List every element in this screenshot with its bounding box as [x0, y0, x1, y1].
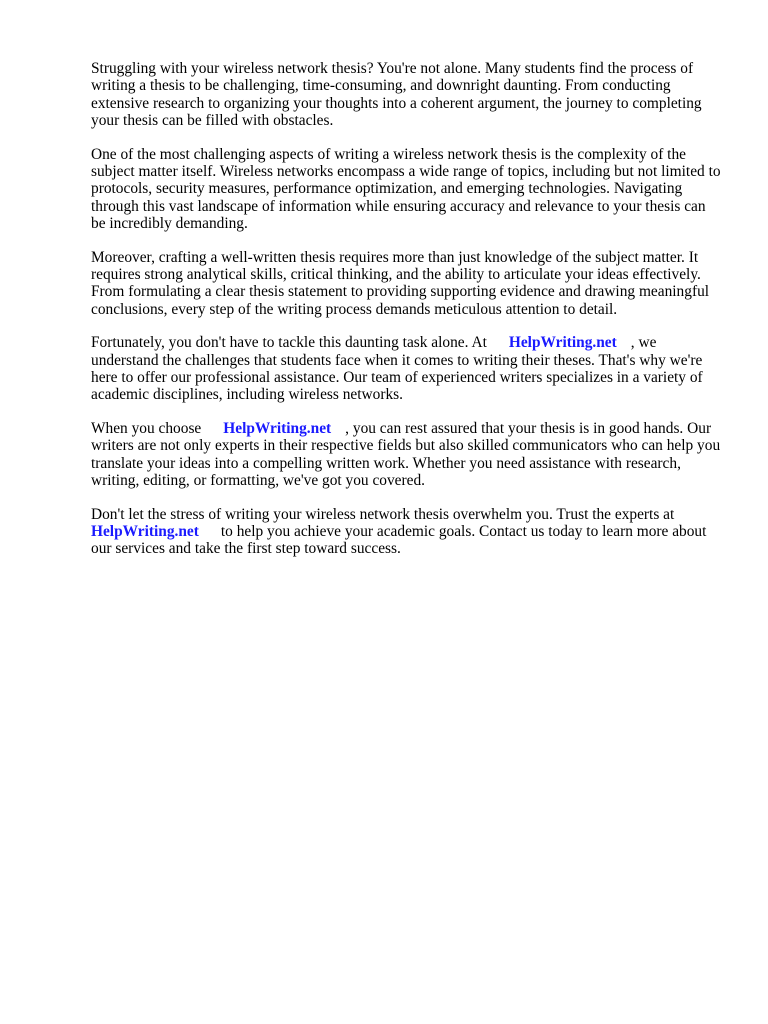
paragraph-choose: [91, 420, 721, 489]
helpwriting-link[interactable]: HelpWriting.net: [91, 523, 199, 541]
helpwriting-link[interactable]: HelpWriting.net: [223, 420, 332, 438]
paragraph-offer: [91, 334, 721, 403]
helpwriting-link[interactable]: HelpWriting.net: [508, 334, 617, 352]
document-body: [91, 60, 721, 574]
paragraph-intro: Struggling with your wireless network thesis? You're not alone. Many students find the process of writing a thesis to be challenging, time-consuming, and downright daunting. From conducting extensive research to organizing your thoughts into a coherent argument, the journey to completing your thesis can be filled with obstacles.: [91, 60, 702, 129]
paragraph-choose-text-after: , you can rest assured that your thesis is in good hands. Our writers are not only experts in their respective fields but also skilled communicators who can help you translate your ideas into a compelling written work. Whether you need assistance with research, writing, editing, or formatting, we've got you covered.: [91, 420, 721, 489]
paragraph-offer-text-after: , we understand the challenges that students face when it comes to writing their theses. That's why we're here to offer our professional assistance. Our team of experienced writers specializes in a variety of academic disciplines, including wireless networks.: [91, 334, 703, 404]
paragraph-choose-text-before: When you choose: [91, 420, 202, 438]
paragraph-closing-text-after: to help you achieve your academic goals. Contact us today to learn more about our services and take the first step toward success.: [91, 523, 707, 558]
paragraph-skills: Moreover, crafting a well-written thesis requires more than just knowledge of the subject matter. It requires strong analytical skills, critical thinking, and the ability to articulate your ideas effectively. From formulating a clear thesis statement to providing supporting evidence and drawing meaningful conclusions, every step of the writing process demands meticulous attention to detail.: [91, 248, 710, 318]
paragraph-offer-text-before: Fortunately, you don't have to tackle this daunting task alone. At: [91, 334, 487, 352]
paragraph-closing-text-before: Don't let the stress of writing your wireless network thesis overwhelm you. Trust the experts at: [91, 505, 675, 523]
paragraph-complexity: One of the most challenging aspects of writing a wireless network thesis is the complexity of the subject matter itself. Wireless networks encompass a wide range of topics, including but not limited to protocols, security measures, performance optimization, and emerging technologies. Navigating through this vast landscape of information while ensuring accuracy and relevance to your thesis can be incredibly demanding.: [91, 145, 721, 232]
paragraph-closing: [91, 506, 721, 558]
